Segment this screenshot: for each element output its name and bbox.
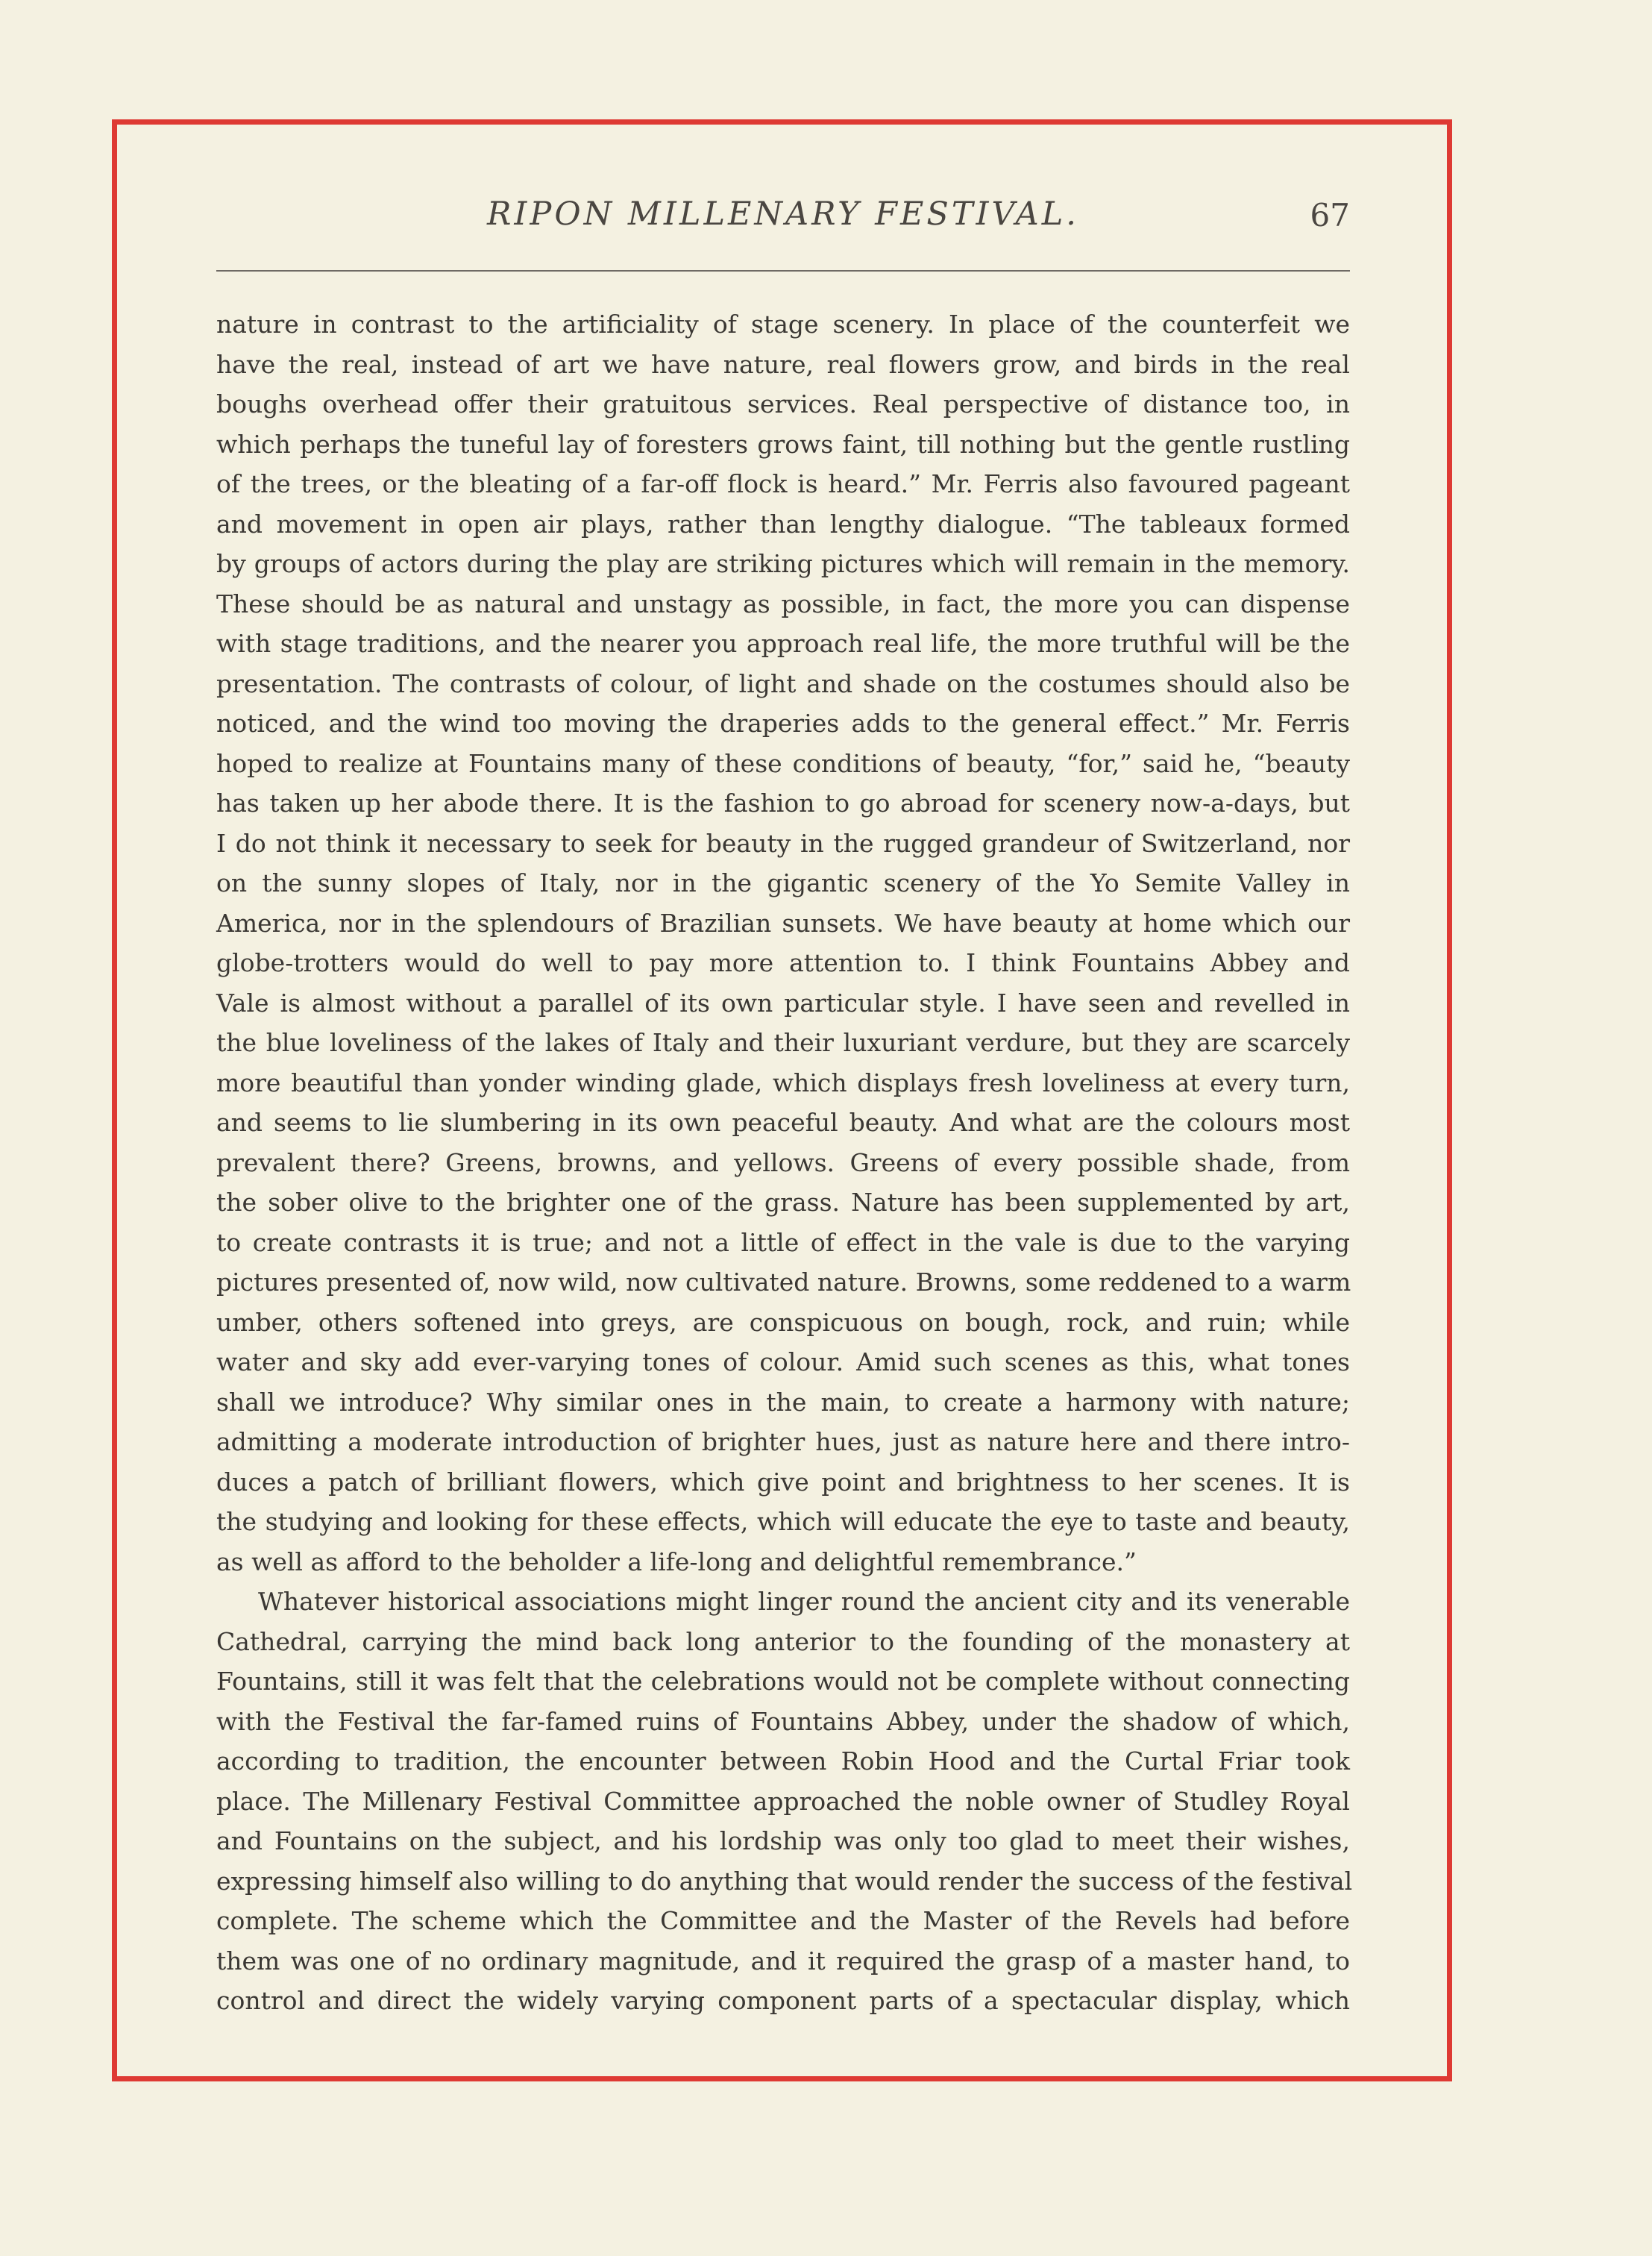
text-line: with stage traditions, and the nearer you approach real life, the more truthful will be the — [216, 629, 1350, 658]
paragraph-end-line: as well as afford to the beholder a life-long and delightful remembrance.” — [216, 1547, 1137, 1576]
header-rule — [216, 270, 1350, 272]
text-line: globe-trotters would do well to pay more attention to. I think Fountains Abbey and — [216, 948, 1350, 977]
text-line: expressing himself also willing to do anything that would render the success of the festival — [216, 1866, 1353, 1896]
text-line: Vale is almost without a parallel of its own particular style. I have seen and revelled in — [216, 988, 1350, 1018]
text-line: Cathedral, carrying the mind back long anterior to the founding of the monastery at — [216, 1626, 1350, 1656]
text-line: Fountains, still it was felt that the celebrations would not be complete without connecting — [216, 1667, 1350, 1696]
text-line: boughs overhead offer their gratuitous services. Real perspective of distance too, in — [216, 389, 1350, 419]
text-line: has taken up her abode there. It is the fashion to go abroad for scenery now-a-days, but — [216, 789, 1350, 818]
page-number: 67 — [1310, 197, 1350, 234]
text-line: with the Festival the far-famed ruins of Fountains Abbey, under the shadow of which, — [216, 1706, 1350, 1736]
text-line: them was one of no ordinary magnitude, and it required the grasp of a master hand, to — [216, 1946, 1350, 1975]
text-line: pictures presented of, now wild, now cultivated nature. Browns, some reddened to a warm — [216, 1268, 1351, 1297]
running-title: RIPON MILLENARY FESTIVAL. — [487, 195, 1079, 233]
body-text — [216, 304, 1353, 2021]
text-line: prevalent there? Greens, browns, and yellows. Greens of every possible shade, from — [216, 1147, 1350, 1177]
text-line: control and direct the widely varying component parts of a spectacular display, which — [216, 1986, 1350, 2015]
text-line: to create contrasts it is true; and not a little of effect in the vale is due to the varying — [216, 1227, 1350, 1257]
text-line: duces a patch of brilliant flowers, which give point and brightness to her scenes. It is — [216, 1467, 1350, 1497]
text-line: nature in contrast to the artificiality of stage scenery. In place of the counterfeit we — [216, 310, 1350, 339]
text-line: and Fountains on the subject, and his lordship was only too glad to meet their wishes, — [216, 1826, 1350, 1855]
text-line: the sober olive to the brighter one of the grass. Nature has been supplemented by art, — [216, 1188, 1350, 1217]
text-line: hoped to realize at Fountains many of these conditions of beauty, “for,” said he, “beauty — [216, 748, 1350, 778]
text-line: admitting a moderate introduction of brighter hues, just as nature here and there intro- — [216, 1427, 1350, 1456]
text-line: I do not think it necessary to seek for beauty in the rugged grandeur of Switzerland, nor — [216, 828, 1350, 858]
text-line: the studying and looking for these effects, which will educate the eye to taste and beauty, — [216, 1507, 1350, 1536]
running-header — [216, 195, 1350, 240]
text-line: have the real, instead of art we have nature, real flowers grow, and birds in the real — [216, 349, 1350, 379]
text-line: and seems to lie slumbering in its own peaceful beauty. And what are the colours most — [216, 1108, 1350, 1137]
paragraph-start-line: Whatever historical associations might linger round the ancient city and its venerable — [258, 1587, 1350, 1616]
text-line: more beautiful than yonder winding glade, which displays fresh loveliness at every turn, — [216, 1068, 1350, 1097]
text-line: and movement in open air plays, rather than lengthy dialogue. “The tableaux formed — [216, 509, 1350, 539]
text-line: noticed, and the wind too moving the draperies adds to the general effect.” Mr. Ferris — [216, 709, 1350, 738]
text-line: presentation. The contrasts of colour, of light and shade on the costumes should also be — [216, 668, 1350, 698]
text-line: by groups of actors during the play are striking pictures which will remain in the memory. — [216, 549, 1350, 578]
text-line: umber, others softened into greys, are conspicuous on bough, rock, and ruin; while — [216, 1307, 1350, 1337]
text-line: water and sky add ever-varying tones of colour. Amid such scenes as this, what tones — [216, 1347, 1350, 1376]
text-line: These should be as natural and unstagy as possible, in fact, the more you can dispense — [216, 589, 1350, 618]
text-line: complete. The scheme which the Committee and the Master of the Revels had before — [216, 1906, 1350, 1935]
text-line: shall we introduce? Why similar ones in the main, to create a harmony with nature; — [216, 1387, 1350, 1417]
text-line: on the sunny slopes of Italy, nor in the gigantic scenery of the Yo Semite Valley in — [216, 868, 1350, 897]
text-line: of the trees, or the bleating of a far-off flock is heard.” Mr. Ferris also favoured pageant — [216, 469, 1350, 498]
text-line: America, nor in the splendours of Brazilian sunsets. We have beauty at home which our — [216, 908, 1350, 938]
text-line: the blue loveliness of the lakes of Italy and their luxuriant verdure, but they are scarcely — [216, 1028, 1350, 1057]
text-line: which perhaps the tuneful lay of foresters grows faint, till nothing but the gentle rustling — [216, 429, 1350, 459]
text-line: place. The Millenary Festival Committee approached the noble owner of Studley Royal — [216, 1786, 1350, 1816]
text-line: according to tradition, the encounter between Robin Hood and the Curtal Friar took — [216, 1746, 1350, 1776]
